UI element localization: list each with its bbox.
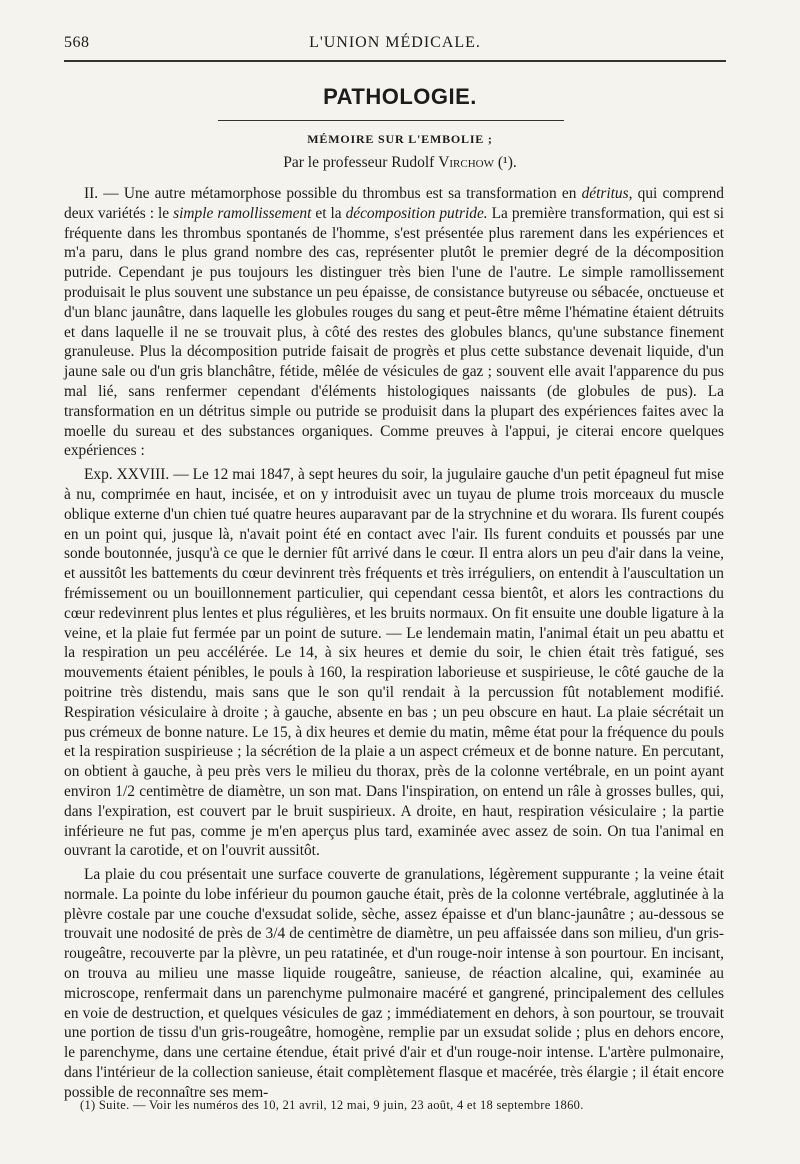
p1-italic-detritus: détritus,	[581, 185, 633, 202]
footnote: (1) Suite. — Voir les numéros des 10, 21 avril, 12 mai, 9 juin, 23 août, 4 et 18 septembre 1860.	[80, 1098, 584, 1112]
p1-text-a: II. — Une autre métamorphose possible du thrombus est sa transformation en	[84, 185, 582, 202]
p1-text-c: qui comprend deux variétés : le	[64, 185, 724, 222]
paragraph-thrombus	[64, 184, 724, 461]
article-body	[64, 184, 724, 1107]
article-title: MÉMOIRE SUR L'EMBOLIE ;	[307, 132, 493, 146]
author-prefix: Par le professeur Rudolf	[283, 154, 439, 171]
paragraph-autopsy: La plaie du cou présentait une surface couverte de granulations, légèrement suppurante ; la veine était normale. La pointe du lobe inférieur du poumon gauche était, près de la colonne vertébrale, agglutinée à la plèvre costale par une couche d'exsudat solide, sèche, assez épaisse et d'un blanc-jaunâtre ; au-dessous se trouvait une nodosité de près de 3/4 de centimètre de diamètre, un peu affaissée dans son milieu, d'un gris-rougeâtre, recouverte par la plèvre, un peu ratatinée, et d'un rouge-noir intense à son pourtour. En incisant, on trouva au milieu une masse liquide rougeâtre, sanieuse, de réaction alcaline, qui, examinée au microscope, renfermait dans un parenchyme pulmonaire macéré et gangrené, principalement des cellules en voie de destruction, et quelques vésicules de gaz ; immédiatement en dehors, à son pourtour, se trouvait une portion de tissu d'un gris-rougeâtre, homogène, remplie par un exsudat solide ; plus en dehors encore, le parenchyme, dans une certaine étendue, était privé d'air et d'un rouge-noir intense. L'artère pulmonaire, dans l'intérieur de la collection sanieuse, était complètement flasque et macérée, très élargie ; il était encore possible de reconnaître ses mem-	[64, 866, 724, 1101]
section-title: PATHOLOGIE.	[323, 84, 477, 109]
author-name: Virchow	[438, 154, 495, 171]
author-suffix: (¹).	[494, 154, 517, 171]
section-rule	[218, 120, 564, 121]
running-head	[64, 34, 726, 56]
p1-text-e: et la	[311, 204, 346, 222]
article-author	[0, 154, 800, 172]
journal-title: L'UNION MÉDICALE.	[309, 34, 481, 51]
p1-text-g: La première transformation, qui est si fréquente dans les thrombus spontanés de l'homme, s'est présentée plus rarement dans les expériences et m'a paru, dans le plus grand nombre des cas, représenter plutôt le premier degré de la décomposition putride. Cependant je pus toujours les distinguer très bien l'une de l'autre. Le simple ramollissement produisait le plus souvent une substance un peu épaisse, de consistance butyreuse ou sébacée, onctueuse et d'un blanc jaunâtre, dans laquelle les globules rouges du sang et peut-être même l'hématine étaient détruits et dans laquelle il ne se trouvait plus, à côté des restes des globules blancs, qu'une substance finement granuleuse. Plus la décomposition putride faisait de progrès et plus cette substance devenait liquide, d'un jaune sale ou d'un gris blanchâtre, fétide, mêlée de vésicules de gaz ; souvent elle avait l'apparence du pus mal lié, sans renfermer cependant d'éléments histologiques naissants (de globules de pus). La transformation en un détritus simple ou putride se produisit dans la plupart des expériences faites avec la moelle du sureau et des substances organiques. Comme preuves à l'appui, je citerai encore quelques expériences :	[64, 204, 725, 460]
paragraph-experiment-xxviii: Exp. XXVIII. — Le 12 mai 1847, à sept heures du soir, la jugulaire gauche d'un petit épagneul fut mise à nu, comprimée en haut, incisée, et on y introduisit avec un tuyau de plume trois morceaux du muscle oblique externe d'un chien tué quatre heures auparavant par de la strychnine et du worara. Ils furent coupés en un point qui, jusque là, n'avait point été en contact avec l'air. Ils furent conduits et poussés par une sonde boutonnée, jusqu'à ce que le dernier fût arrivé dans le cœur. Il entra alors un peu d'air dans la veine, et aussitôt les battements du cœur devinrent très fréquents et très irréguliers, on entendit à l'auscultation un frémissement ou un bouillonnement particulier, qui cependant cessa bientôt, et alors les contractions du cœur redevinrent plus lentes et plus régulières, et les bruits normaux. On fit ensuite une double ligature à la veine, et la plaie fut fermée par un point de suture. — Le lendemain matin, l'animal était un peu abattu et la respiration un peu accélérée. Le 14, à six heures et demie du soir, le chien était très fatigué, ses mouvements étaient pénibles, le pouls à 160, la respiration laborieuse et suspirieuse, le côté gauche de la poitrine très distendu, mais sans que le son qu'il rendait à la percussion fût notablement modifié. Respiration vésiculaire à droite ; à gauche, absente en bas ; un peu obscure en haut. La plaie sécrétait un pus crémeux de bonne nature. Le 15, à dix heures et demie du matin, même état pour la fréquence du pouls et la respiration suspirieuse ; la sécrétion de la plaie a un aspect crémeux et de bonne nature. En percutant, on obtient à gauche, à peu près vers le milieu du thorax, près de la colonne vertébrale, en un point ayant environ 1/2 centimètre de diamètre, un son mat. Dans l'inspiration, on entend un râle à grosses bulles, qui, dans l'expiration, est couvert par le bruit suspirieux. A droite, en haut, respiration vésiculaire ; la partie inférieure ne fut pas, comme je m'en aperçus plus tard, examinée avec assez de soin. On tua l'animal en ouvrant la carotide, et on l'ouvrit aussitôt.	[64, 466, 724, 860]
header-rule	[64, 60, 726, 62]
p1-italic-decomposition: décomposition putride.	[345, 204, 488, 222]
p1-italic-ramollissement: simple ramollissement	[173, 204, 312, 222]
page-number: 568	[64, 34, 90, 51]
